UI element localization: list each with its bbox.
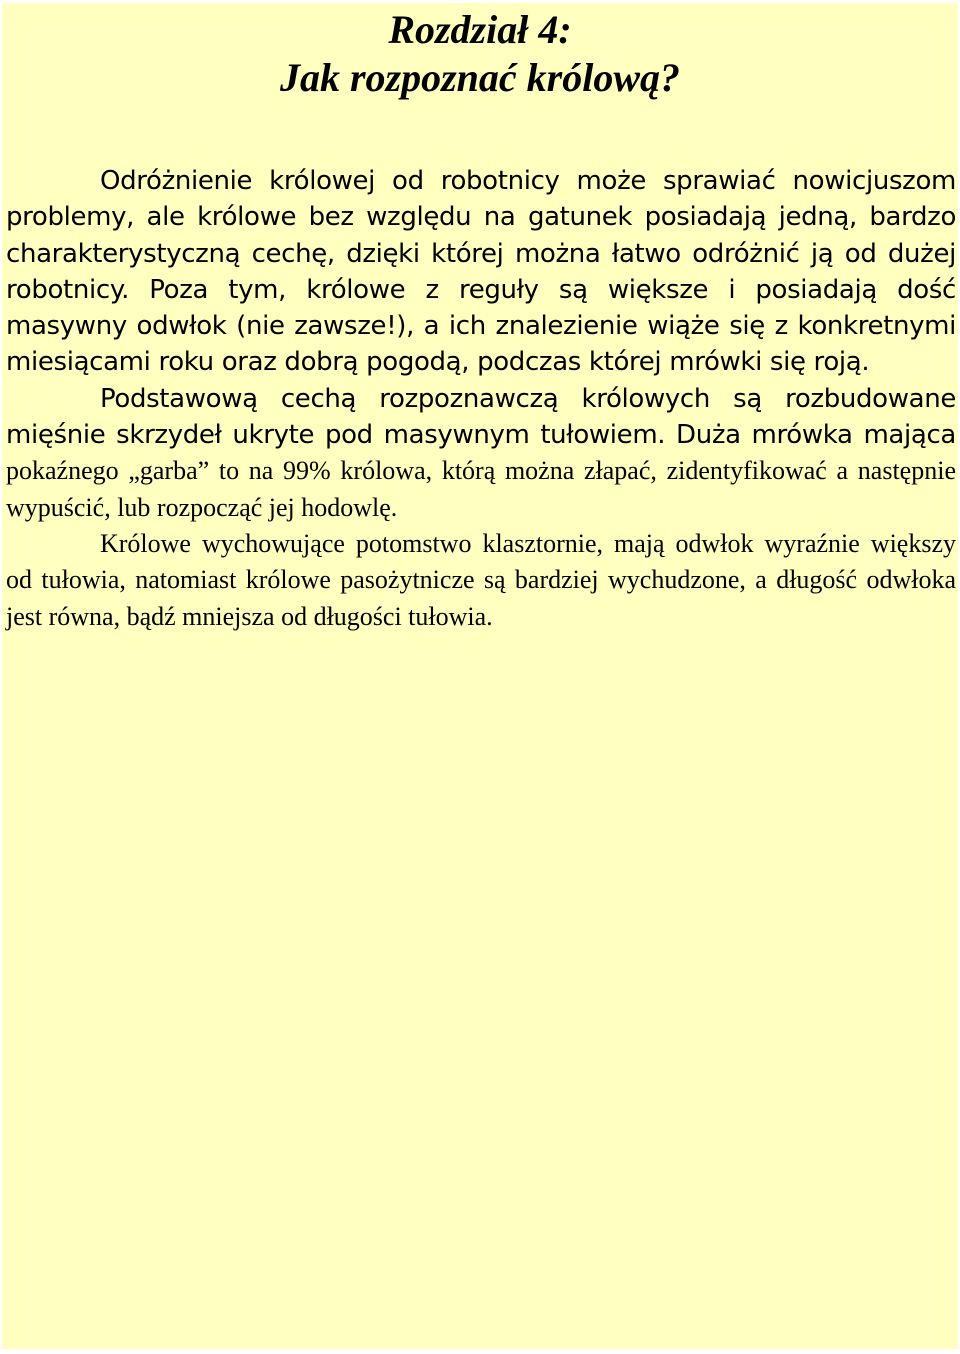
paragraph-2-text-end: pokaźnego „garba” to na 99% królowa, którą można złapać, zidentyfikować a następnie wypuścić, lub rozpocząć jej hodowlę. xyxy=(6,456,956,522)
paragraph-1-text: Odróżnienie królowej od robotnicy może sprawiać nowicjuszom problemy, ale królowe bez względu na gatunek posiadają jedną, bardzo charakterystyczną cechę, dzięki której można łatwo odróżnić ją od dużej robotnicy. Poza tym, królowe z reguły są większe i posiadają dość masywny odwłok (nie zawsze!), a ich znalezienie wiąże się z konkretnymi miesiącami roku oraz dobrą pogodą, podczas której mrówki się roją. xyxy=(6,166,956,378)
chapter-body xyxy=(6,163,956,635)
document-page xyxy=(2,3,958,1349)
paragraph-1 xyxy=(6,163,956,381)
paragraph-3 xyxy=(6,526,956,635)
chapter-heading: Jak rozpoznać królową? xyxy=(279,55,681,100)
paragraph-3-text: Królowe wychowujące potomstwo klasztornie, mają odwłok wyraźnie większy od tułowia, natomiast królowe pasożytnicze są bardziej wychudzone, a długość odwłoka jest równa, bądź mniejsza od długości tułowia. xyxy=(6,528,956,631)
paragraph-2-text-start: Podstawową cechą rozpoznawczą królowych są rozbudowane mięśnie skrzydeł ukryte pod masywnym tułowiem. Duża mrówka mająca xyxy=(6,383,956,451)
chapter-number: Rozdział 4: xyxy=(388,7,572,52)
chapter-title xyxy=(2,3,958,102)
paragraph-2 xyxy=(6,381,956,526)
